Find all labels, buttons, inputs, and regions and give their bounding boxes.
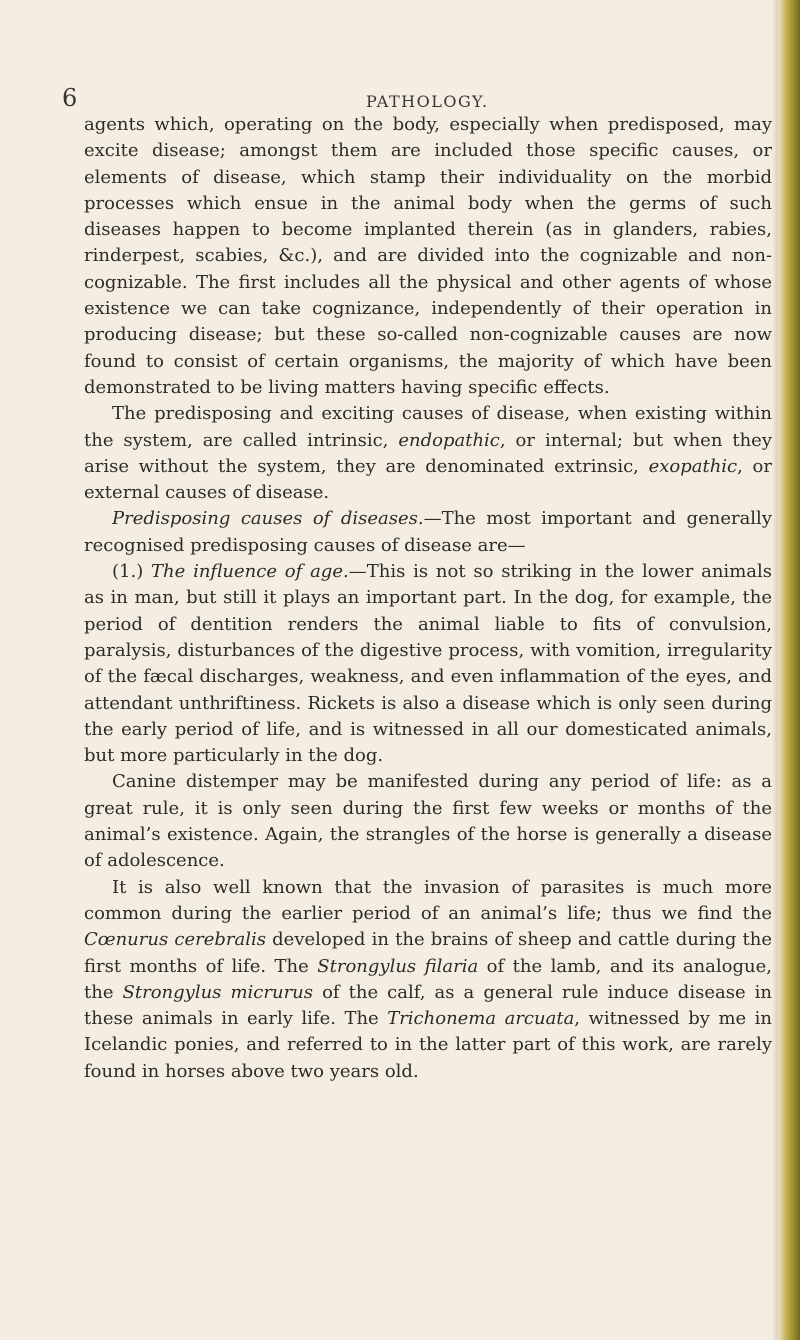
text-run: of the lamb, and its analogue, the (84, 955, 773, 1003)
italic-term: The influence of age. (151, 561, 349, 583)
book-page-edge (778, 0, 800, 1340)
paragraph-3 (84, 506, 772, 559)
paragraph-4 (84, 559, 772, 769)
paragraph-2 (84, 401, 772, 506)
text-run: Canine distemper may be manifested during any period of life: as a great rule, it is only seen during the first few weeks or months of the animal’s existence. Again, the strangles of the horse is generally a disease of adolescence. (84, 771, 772, 872)
paragraph-5 (84, 769, 772, 874)
text-run: —This is not so striking in the lower animals as in man, but still it plays an important part. In the dog, for example, the period of dentition renders the animal liable to fits of convulsion, paralysis, disturbances of the digestive process, with vomition, irregularity of the fæcal discharges, weakness, and even inflammation of the eyes, and attendant unthriftiness. Rickets is also a disease which is only seen during the early period of life, and is witnessed in all our domesticated animals, but more particularly in the dog. (84, 561, 772, 767)
text-run: It is also well known that the invasion of parasites is much more common during the earlier period of an animal’s life; thus we find the (84, 876, 772, 924)
body-text (84, 112, 772, 1085)
text-run: (1.) (112, 561, 152, 583)
text-run: agents which, operating on the body, especially when predisposed, may excite disease; amongst them are included those specific causes, or elements of disease, which stamp their individuality on the morbid processes which ensue in the animal body when the germs of such diseases happen to become implanted therein (as in glanders, rabies, rinderpest, scabies, &c.), and are divided into the cognizable and non-cognizable. The first includes all the physical and other agents of whose existence we can take cognizance, independently of their operation in producing disease; but these so-called non-cognizable causes are now found to consist of certain organisms, the majority of which have been demonstrated to be living matters having specific effects. (84, 114, 772, 398)
running-head: PATHOLOGY. (366, 92, 489, 111)
italic-term: Trichonema arcuata (387, 1008, 575, 1030)
italic-term: endopathic (398, 429, 500, 451)
paragraph-1 (84, 112, 772, 401)
text-run: The predisposing and exciting causes of disease, when existing within the system, are called intrinsic, (84, 403, 772, 451)
text-run: developed in the brains of sheep and cattle during the first months of life. The (84, 929, 772, 977)
italic-term: exopathic (648, 455, 738, 477)
paragraph-6 (84, 875, 772, 1085)
text-run: , witnessed by me in Icelandic ponies, and referred to in the latter part of this work, are rarely found in horses above two years old. (84, 1008, 772, 1082)
text-run: , or external causes of disease. (84, 455, 772, 504)
text-run: of the calf, as a general rule induce disease in these animals in early life. The (84, 981, 772, 1030)
italic-term: Strongylus micrurus (122, 981, 314, 1003)
page-number: 6 (62, 84, 78, 112)
italic-term: Strongylus filaria (317, 955, 479, 977)
text-run: , or internal; but when they arise without the system, they are denominated extrinsic, (84, 429, 773, 477)
text-run: —The most important and generally recognised predisposing causes of disease are— (84, 508, 772, 556)
italic-term: Cœnurus cerebralis (84, 929, 266, 951)
italic-term: Predisposing causes of diseases. (112, 508, 424, 530)
